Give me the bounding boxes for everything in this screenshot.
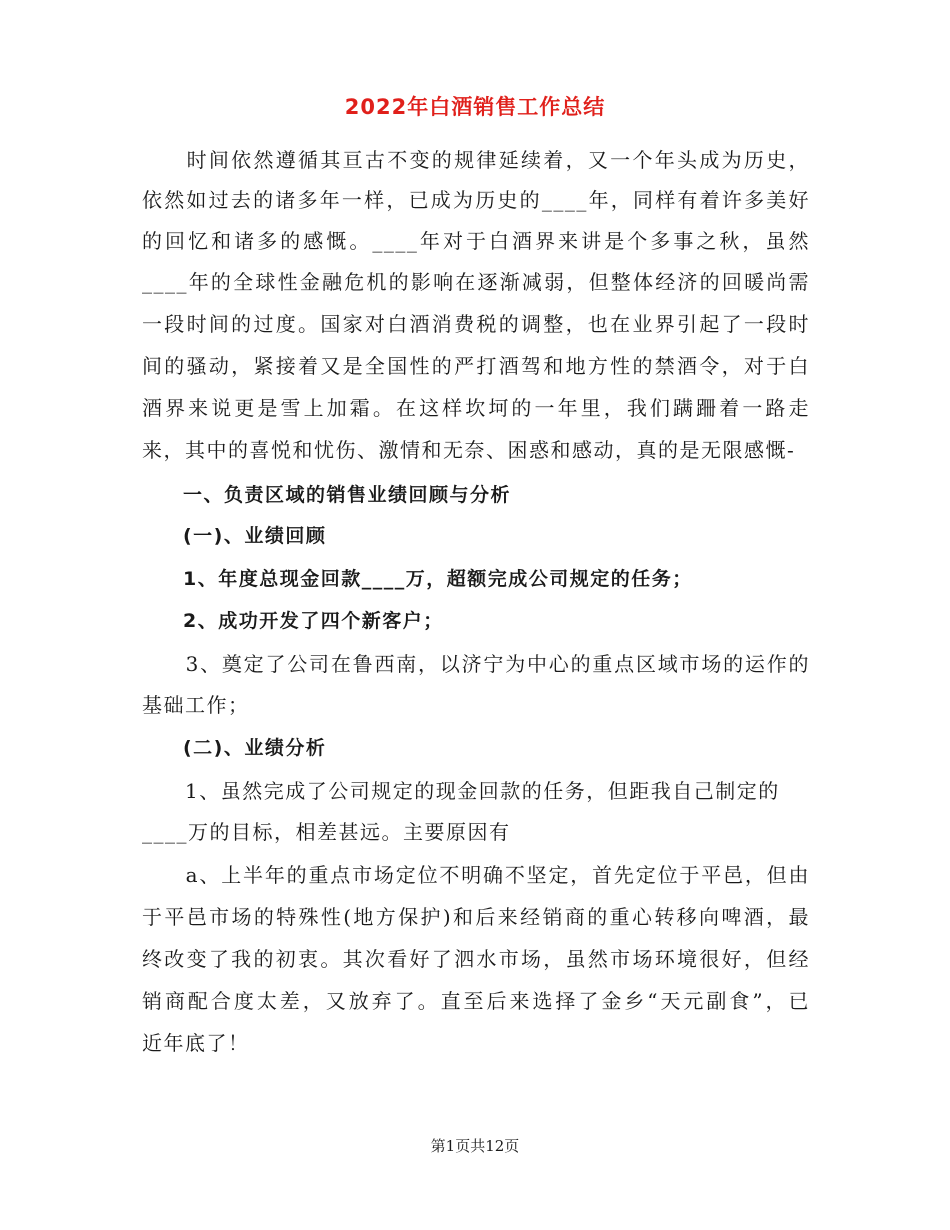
paragraph-line: 于平邑市场的特殊性(地方保护)和后来经销商的重心转移向啤酒，最: [142, 905, 810, 929]
section-heading: 一、负责区域的销售业绩回顾与分析: [142, 484, 512, 506]
paragraph-line: ____年的全球性金融危机的影响在逐渐减弱，但整体经济的回暖尚需: [142, 270, 810, 294]
paragraph-line: 近年底了！: [142, 1031, 250, 1055]
paragraph-line: 酒界来说更是雪上加霜。在这样坎坷的一年里，我们蹒跚着一路走: [142, 396, 810, 420]
list-item: 1、年度总现金回款____万，超额完成公司规定的任务；: [142, 568, 693, 590]
paragraph-line: 基础工作；: [142, 693, 250, 717]
subsection-heading: (一)、业绩回顾: [142, 525, 327, 547]
paragraph-line: 的回忆和诸多的感慨。____年对于白酒界来讲是个多事之秋，虽然: [142, 229, 810, 253]
paragraph-line: 来，其中的喜悦和忧伤、激情和无奈、困惑和感动，真的是无限感慨-: [142, 438, 796, 462]
list-item: 1、虽然完成了公司规定的现金回款的任务，但距我自己制定的: [142, 779, 780, 803]
paragraph-line: 终改变了我的初衷。其次看好了泗水市场，虽然市场环境很好，但经: [142, 947, 810, 971]
paragraph-line: 间的骚动，紧接着又是全国性的严打酒驾和地方性的禁酒令，对于白: [142, 354, 810, 378]
list-item: 2、成功开发了四个新客户；: [142, 610, 444, 632]
paragraph-line: a、上半年的重点市场定位不明确不坚定，首先定位于平邑，但由: [142, 863, 810, 887]
paragraph-line: ____万的目标，相差甚远。主要原因有: [142, 820, 511, 844]
paragraph-line: 一段时间的过度。国家对白酒消费税的调整，也在业界引起了一段时: [142, 312, 810, 336]
paragraph-line: 依然如过去的诸多年一样，已成为历史的____年，同样有着许多美好: [142, 188, 810, 212]
paragraph-line: 销商配合度太差，又放弃了。直至后来选择了金乡“天元副食”，已: [142, 989, 810, 1013]
subsection-heading: (二)、业绩分析: [142, 737, 327, 759]
page-footer: 第1页共12页: [430, 1137, 520, 1155]
list-item: 3、奠定了公司在鲁西南，以济宁为中心的重点区域市场的运作的: [142, 652, 810, 676]
paragraph-line: 时间依然遵循其亘古不变的规律延续着，又一个年头成为历史，: [142, 148, 810, 172]
document-title: 2022年白酒销售工作总结: [344, 95, 606, 119]
